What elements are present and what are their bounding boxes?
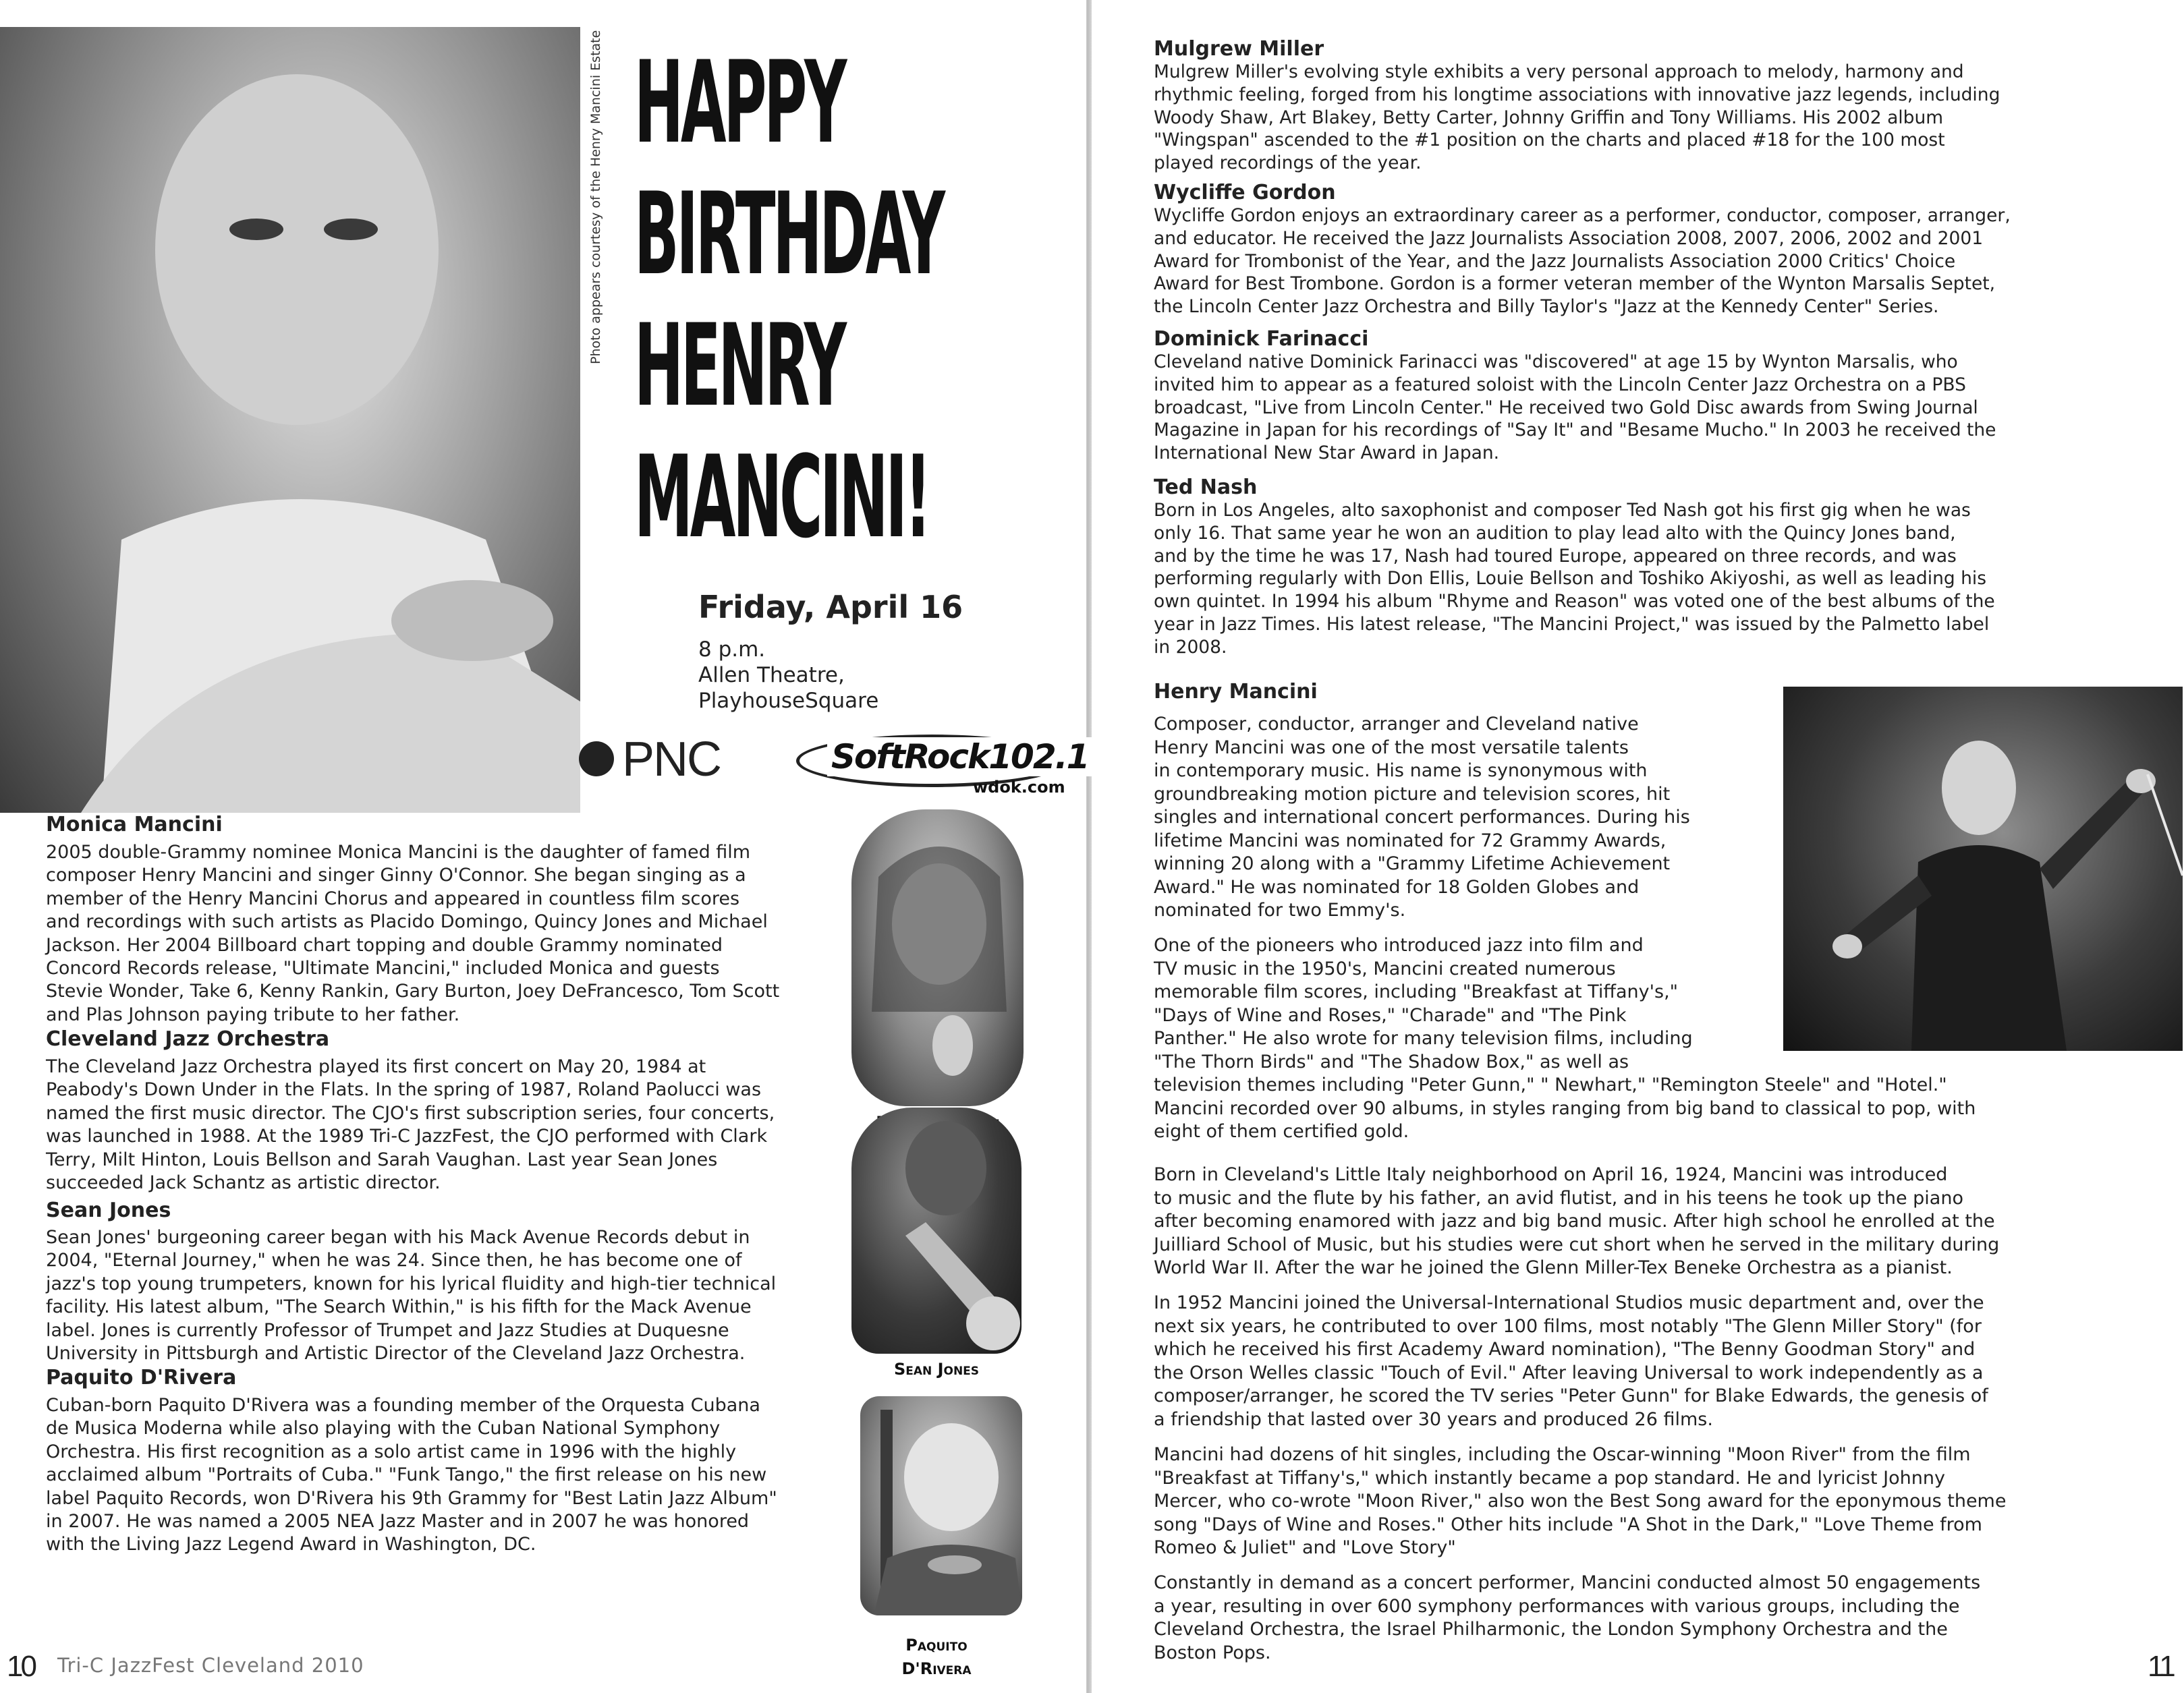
bio-text-line: Award for Best Trombone. Gordon is a former veteran member of the Wynton Marsalis Septet, bbox=[1154, 273, 1996, 295]
event-time: 8 p.m. bbox=[698, 637, 766, 662]
bio-text-line: singles and international concert performances. During his bbox=[1154, 807, 1690, 828]
bio-text-line: succeeded Jack Schantz as artistic director. bbox=[46, 1172, 441, 1193]
softrock-url: wdok.com bbox=[973, 778, 1065, 797]
event-venue: Allen Theatre, bbox=[698, 663, 845, 687]
caption-paquito-2: D'Rivera bbox=[901, 1659, 972, 1678]
bio-text-line: World War II. After the war he joined the Glenn Miller-Tex Beneke Orchestra as a pianist. bbox=[1154, 1257, 1953, 1278]
bio-heading: Cleveland Jazz Orchestra bbox=[46, 1027, 330, 1051]
sean-jones-photo bbox=[851, 1108, 1021, 1354]
bio-text-line: television themes including "Peter Gunn," " Newhart," "Remington Steele" and "Hotel." bbox=[1154, 1074, 1947, 1095]
bio-text-line: Panther." He also wrote for many television films, including bbox=[1154, 1028, 1693, 1049]
pnc-mark-icon bbox=[579, 741, 614, 776]
bio-text-line: 2005 double-Grammy nominee Monica Mancini is the daughter of famed film bbox=[46, 842, 751, 863]
bio-text-line: Magazine in Japan for his recordings of "Say It" and "Besame Mucho." In 2003 he received the bbox=[1154, 420, 1996, 441]
bio-text-line: Cleveland native Dominick Farinacci was "discovered" at age 15 by Wynton Marsalis, who bbox=[1154, 351, 1958, 372]
pnc-logo bbox=[579, 732, 721, 787]
bio-heading: Sean Jones bbox=[46, 1199, 171, 1222]
bio-text-line: Romeo & Juliet" and "Love Story" bbox=[1154, 1537, 1456, 1558]
bio-text-line: and Plas Johnson paying tribute to her father. bbox=[46, 1004, 460, 1025]
bio-heading: Dominick Farinacci bbox=[1154, 327, 1369, 351]
bio-text-line: "Days of Wine and Roses," "Charade" and "The Pink bbox=[1154, 1004, 1627, 1026]
bio-text-line: own quintet. In 1994 his album "Rhyme and Reason" was voted one of the best albums of the bbox=[1154, 591, 1995, 612]
bio-heading: Henry Mancini bbox=[1154, 680, 1318, 704]
bio-text-line: broadcast, "Live from Lincoln Center." He received two Gold Disc awards from Swing Journal bbox=[1154, 397, 1978, 418]
bio-text-line: only 16. That same year he won an audition to play lead alto with the Quincy Jones band, bbox=[1154, 522, 1956, 544]
bio-text-line: The Cleveland Jazz Orchestra played its first concert on May 20, 1984 at bbox=[46, 1056, 706, 1077]
bio-text-line: memorable film scores, including "Breakfast at Tiffany's," bbox=[1154, 981, 1679, 1002]
bio-text-line: University in Pittsburgh and Artistic Director of the Cleveland Jazz Orchestra. bbox=[46, 1343, 746, 1364]
bio-text-line: acclaimed album "Portraits of Cuba." "Funk Tango," the first release on his new bbox=[46, 1464, 767, 1486]
bio-text-line: and recordings with such artists as Placido Domingo, Quincy Jones and Michael bbox=[46, 911, 768, 933]
bio-text-line: "Wingspan" ascended to the #1 position on the charts and placed #18 for the 100 most bbox=[1154, 130, 1945, 151]
bio-text-line: Cleveland Orchestra, the Israel Philharmonic, the London Symphony Orchestra and the bbox=[1154, 1619, 1948, 1640]
bio-heading: Monica Mancini bbox=[46, 813, 223, 836]
bio-text-line: to music and the flute by his father, an avid flutist, and in his teens he took up the piano bbox=[1154, 1187, 1963, 1209]
page-number-left: 10 bbox=[7, 1650, 34, 1683]
bio-heading: Mulgrew Miller bbox=[1154, 37, 1324, 61]
bio-text-line: label Paquito Records, won D'Rivera his 9th Grammy for "Best Latin Jazz Album" bbox=[46, 1487, 777, 1509]
left-page bbox=[0, 0, 1089, 1693]
bio-text-line: in contemporary music. His name is synonymous with bbox=[1154, 760, 1648, 781]
bio-text-line: composer Henry Mancini and singer Ginny O'Connor. She began singing as a bbox=[46, 865, 746, 886]
bio-text-line: Henry Mancini was one of the most versatile talents bbox=[1154, 737, 1629, 758]
bio-text-line: Born in Los Angeles, alto saxophonist and composer Ted Nash got his first gig when he was bbox=[1154, 500, 1971, 521]
bio-text-line: performing regularly with Don Ellis, Louie Bellson and Toshiko Akiyoshi, as well as leading his bbox=[1154, 568, 1987, 590]
bio-heading: Paquito D'Rivera bbox=[46, 1366, 237, 1389]
bio-text-line: the Lincoln Center Jazz Orchestra and Billy Taylor's "Jazz at the Kennedy Center" Series. bbox=[1154, 296, 1939, 318]
event-venue-2: PlayhouseSquare bbox=[698, 689, 879, 713]
headline-line-1: HAPPY bbox=[634, 36, 845, 169]
caption-sean: Sean Jones bbox=[893, 1360, 980, 1379]
bio-text-line: composer/arranger, he scored the TV series "Peter Gunn" for Blake Edwards, the genesis of bbox=[1154, 1385, 1988, 1406]
bio-text-line: TV music in the 1950's, Mancini created numerous bbox=[1154, 958, 1616, 979]
page-number-right: 11 bbox=[2148, 1650, 2173, 1683]
bio-text-line: 2004, "Eternal Journey," when he was 24. Since then, he has become one of bbox=[46, 1250, 742, 1271]
bio-text-line: the Orson Welles classic "Touch of Evil." After leaving Universal to work independently as a bbox=[1154, 1362, 1984, 1383]
bio-text-line: nominated for two Emmy's. bbox=[1154, 900, 1406, 921]
bio-text-line: Juilliard School of Music, but his studies were cut short when he served in the military during bbox=[1154, 1234, 2000, 1255]
bio-text-line: Mancini had dozens of hit singles, including the Oscar-winning "Moon River" from the film bbox=[1154, 1444, 1971, 1465]
event-date: Friday, April 16 bbox=[698, 589, 963, 625]
bio-text-line: and educator. He received the Jazz Journalists Association 2008, 2007, 2006, 2002 and 2001 bbox=[1154, 227, 1984, 249]
headline-line-3: HENRY bbox=[634, 299, 844, 432]
bio-text-line: Orchestra. His first recognition as a solo artist came in 1996 with the highly bbox=[46, 1441, 737, 1462]
bio-text-line: with the Living Jazz Legend Award in Washington, DC. bbox=[46, 1534, 536, 1555]
bio-text-line: member of the Henry Mancini Chorus and appeared in countless film scores bbox=[46, 888, 740, 909]
footer-text: Tri-C JazzFest Cleveland 2010 bbox=[57, 1654, 364, 1677]
bio-text-line: and by the time he was 17, Nash had toured Europe, appeared on three records, and was bbox=[1154, 545, 1957, 567]
bio-text-line: label. Jones is currently Professor of Trumpet and Jazz Studies at Duquesne bbox=[46, 1319, 729, 1341]
headline-line-2: BIRTHDAY bbox=[634, 168, 943, 300]
bio-text-line: Stevie Wonder, Take 6, Kenny Rankin, Gary Burton, Joey DeFrancesco, Tom Scott bbox=[46, 981, 780, 1002]
bio-text-line: Mancini recorded over 90 albums, in styles ranging from big band to classical to pop, with bbox=[1154, 1097, 1976, 1119]
softrock-logo-text: SoftRock102.1 bbox=[827, 737, 1092, 776]
bio-text-line: "The Thorn Birds" and "The Shadow Box," as well as bbox=[1154, 1051, 1629, 1072]
paquito-drivera-photo bbox=[860, 1396, 1022, 1615]
bio-text-line: facility. His latest album, "The Search Within," is his fifth for the Mack Avenue bbox=[46, 1296, 752, 1318]
henry-mancini-portrait bbox=[0, 27, 580, 813]
bio-text-line: in 2007. He was named a 2005 NEA Jazz Master and in 2007 he was honored bbox=[46, 1511, 750, 1532]
bio-text-line: next six years, he contributed to over 100 films, most notably "The Glenn Miller Story" (for bbox=[1154, 1315, 1982, 1337]
bio-text-line: played recordings of the year. bbox=[1154, 152, 1422, 174]
bio-text-line: Born in Cleveland's Little Italy neighborhood on April 16, 1924, Mancini was introduced bbox=[1154, 1164, 1948, 1185]
bio-text-line: One of the pioneers who introduced jazz into film and bbox=[1154, 935, 1644, 956]
bio-text-line: after becoming enamored with jazz and big band music. After high school he enrolled at the bbox=[1154, 1211, 1995, 1232]
bio-text-line: Cuban-born Paquito D'Rivera was a founding member of the Orquesta Cubana bbox=[46, 1395, 760, 1416]
bio-text-line: named the first music director. The CJO's first subscription series, four concerts, bbox=[46, 1102, 775, 1124]
bio-text-line: Award." He was nominated for 18 Golden Globes and bbox=[1154, 876, 1640, 898]
bio-text-line: song "Days of Wine and Roses." Other hits include "A Shot in the Dark," "Love Theme from bbox=[1154, 1514, 1982, 1535]
henry-mancini-conducting-photo bbox=[1783, 687, 2183, 1051]
bio-text-line: Terry, Milt Hinton, Louis Bellson and Sarah Vaughan. Last year Sean Jones bbox=[46, 1149, 718, 1170]
bio-text-line: in 2008. bbox=[1154, 636, 1227, 658]
bio-text-line: Woody Shaw, Art Blakey, Betty Carter, Johnny Griffin and Tony Williams. His 2002 album bbox=[1154, 107, 1944, 128]
caption-paquito-1: Paquito bbox=[905, 1636, 968, 1655]
bio-heading: Wycliffe Gordon bbox=[1154, 181, 1336, 204]
bio-text-line: jazz's top young trumpeters, known for his lyrical fluidity and high-tier technical bbox=[46, 1273, 777, 1294]
bio-text-line: Jackson. Her 2004 Billboard chart topping and double Grammy nominated bbox=[46, 934, 723, 956]
bio-text-line: Mercer, who co-wrote "Moon River," also won the Best Song award for the eponymous theme bbox=[1154, 1491, 2007, 1512]
bio-text-line: winning 20 along with a "Grammy Lifetime Achievement bbox=[1154, 853, 1671, 874]
pnc-logo-text: PNC bbox=[622, 733, 721, 786]
bio-text-line: Boston Pops. bbox=[1154, 1642, 1271, 1663]
bio-text-line: a friendship that lasted over 30 years and produced 26 films. bbox=[1154, 1408, 1713, 1430]
bio-text-line: a year, resulting in over 600 symphony performances with various groups, including the bbox=[1154, 1595, 1960, 1617]
headline-line-4: MANCINI! bbox=[634, 431, 929, 563]
bio-text-line: eight of them certified gold. bbox=[1154, 1121, 1409, 1142]
bio-text-line: Composer, conductor, arranger and Cleveland native bbox=[1154, 714, 1639, 735]
bio-text-line: Constantly in demand as a concert performer, Mancini conducted almost 50 engagements bbox=[1154, 1572, 1981, 1593]
bio-heading: Ted Nash bbox=[1154, 476, 1258, 499]
bio-text-line: Award for Trombonist of the Year, and the Jazz Journalists Association 2000 Critics' Choice bbox=[1154, 250, 1956, 272]
bio-text-line: International New Star Award in Japan. bbox=[1154, 442, 1500, 464]
bio-text-line: "Breakfast at Tiffany's," which instantly became a pop standard. He and lyricist Johnny bbox=[1154, 1467, 1945, 1489]
bio-text-line: was launched in 1988. At the 1989 Tri-C JazzFest, the CJO performed with Clark bbox=[46, 1126, 768, 1147]
bio-text-line: de Musica Moderna while also playing with the Cuban National Symphony bbox=[46, 1418, 721, 1439]
bio-text-line: invited him to appear as a featured soloist with the Lincoln Center Jazz Orchestra on a PBS bbox=[1154, 374, 1966, 395]
bio-text-line: In 1952 Mancini joined the Universal-International Studios music department and, over the bbox=[1154, 1292, 1984, 1313]
monica-mancini-photo bbox=[851, 809, 1024, 1106]
bio-text-line: groundbreaking motion picture and television scores, hit bbox=[1154, 783, 1671, 805]
right-page bbox=[1092, 0, 2184, 1693]
bio-text-line: Concord Records release, "Ultimate Mancini," included Monica and guests bbox=[46, 958, 720, 979]
photo-credit: Photo appears courtesy of the Henry Mancini Estate bbox=[588, 30, 603, 365]
bio-text-line: Mulgrew Miller's evolving style exhibits a very personal approach to melody, harmony and bbox=[1154, 61, 1964, 82]
bio-text-line: year in Jazz Times. His latest release, "The Mancini Project," was issued by the Palmetto label bbox=[1154, 614, 1990, 635]
bio-text-line: lifetime Mancini was nominated for 72 Grammy Awards, bbox=[1154, 830, 1667, 851]
bio-text-line: rhythmic feeling, forged from his longtime associations with innovative jazz legends, including bbox=[1154, 84, 2000, 105]
softrock-logo bbox=[796, 732, 1089, 797]
bio-text-line: which he received his first Academy Award nomination), "The Benny Goodman Story" and bbox=[1154, 1339, 1976, 1360]
bio-text-line: Wycliffe Gordon enjoys an extraordinary career as a performer, conductor, composer, arranger, bbox=[1154, 205, 2011, 226]
bio-text-line: Peabody's Down Under in the Flats. In the spring of 1987, Roland Paolucci was bbox=[46, 1079, 762, 1101]
bio-text-line: Sean Jones' burgeoning career began with his Mack Avenue Records debut in bbox=[46, 1227, 750, 1248]
